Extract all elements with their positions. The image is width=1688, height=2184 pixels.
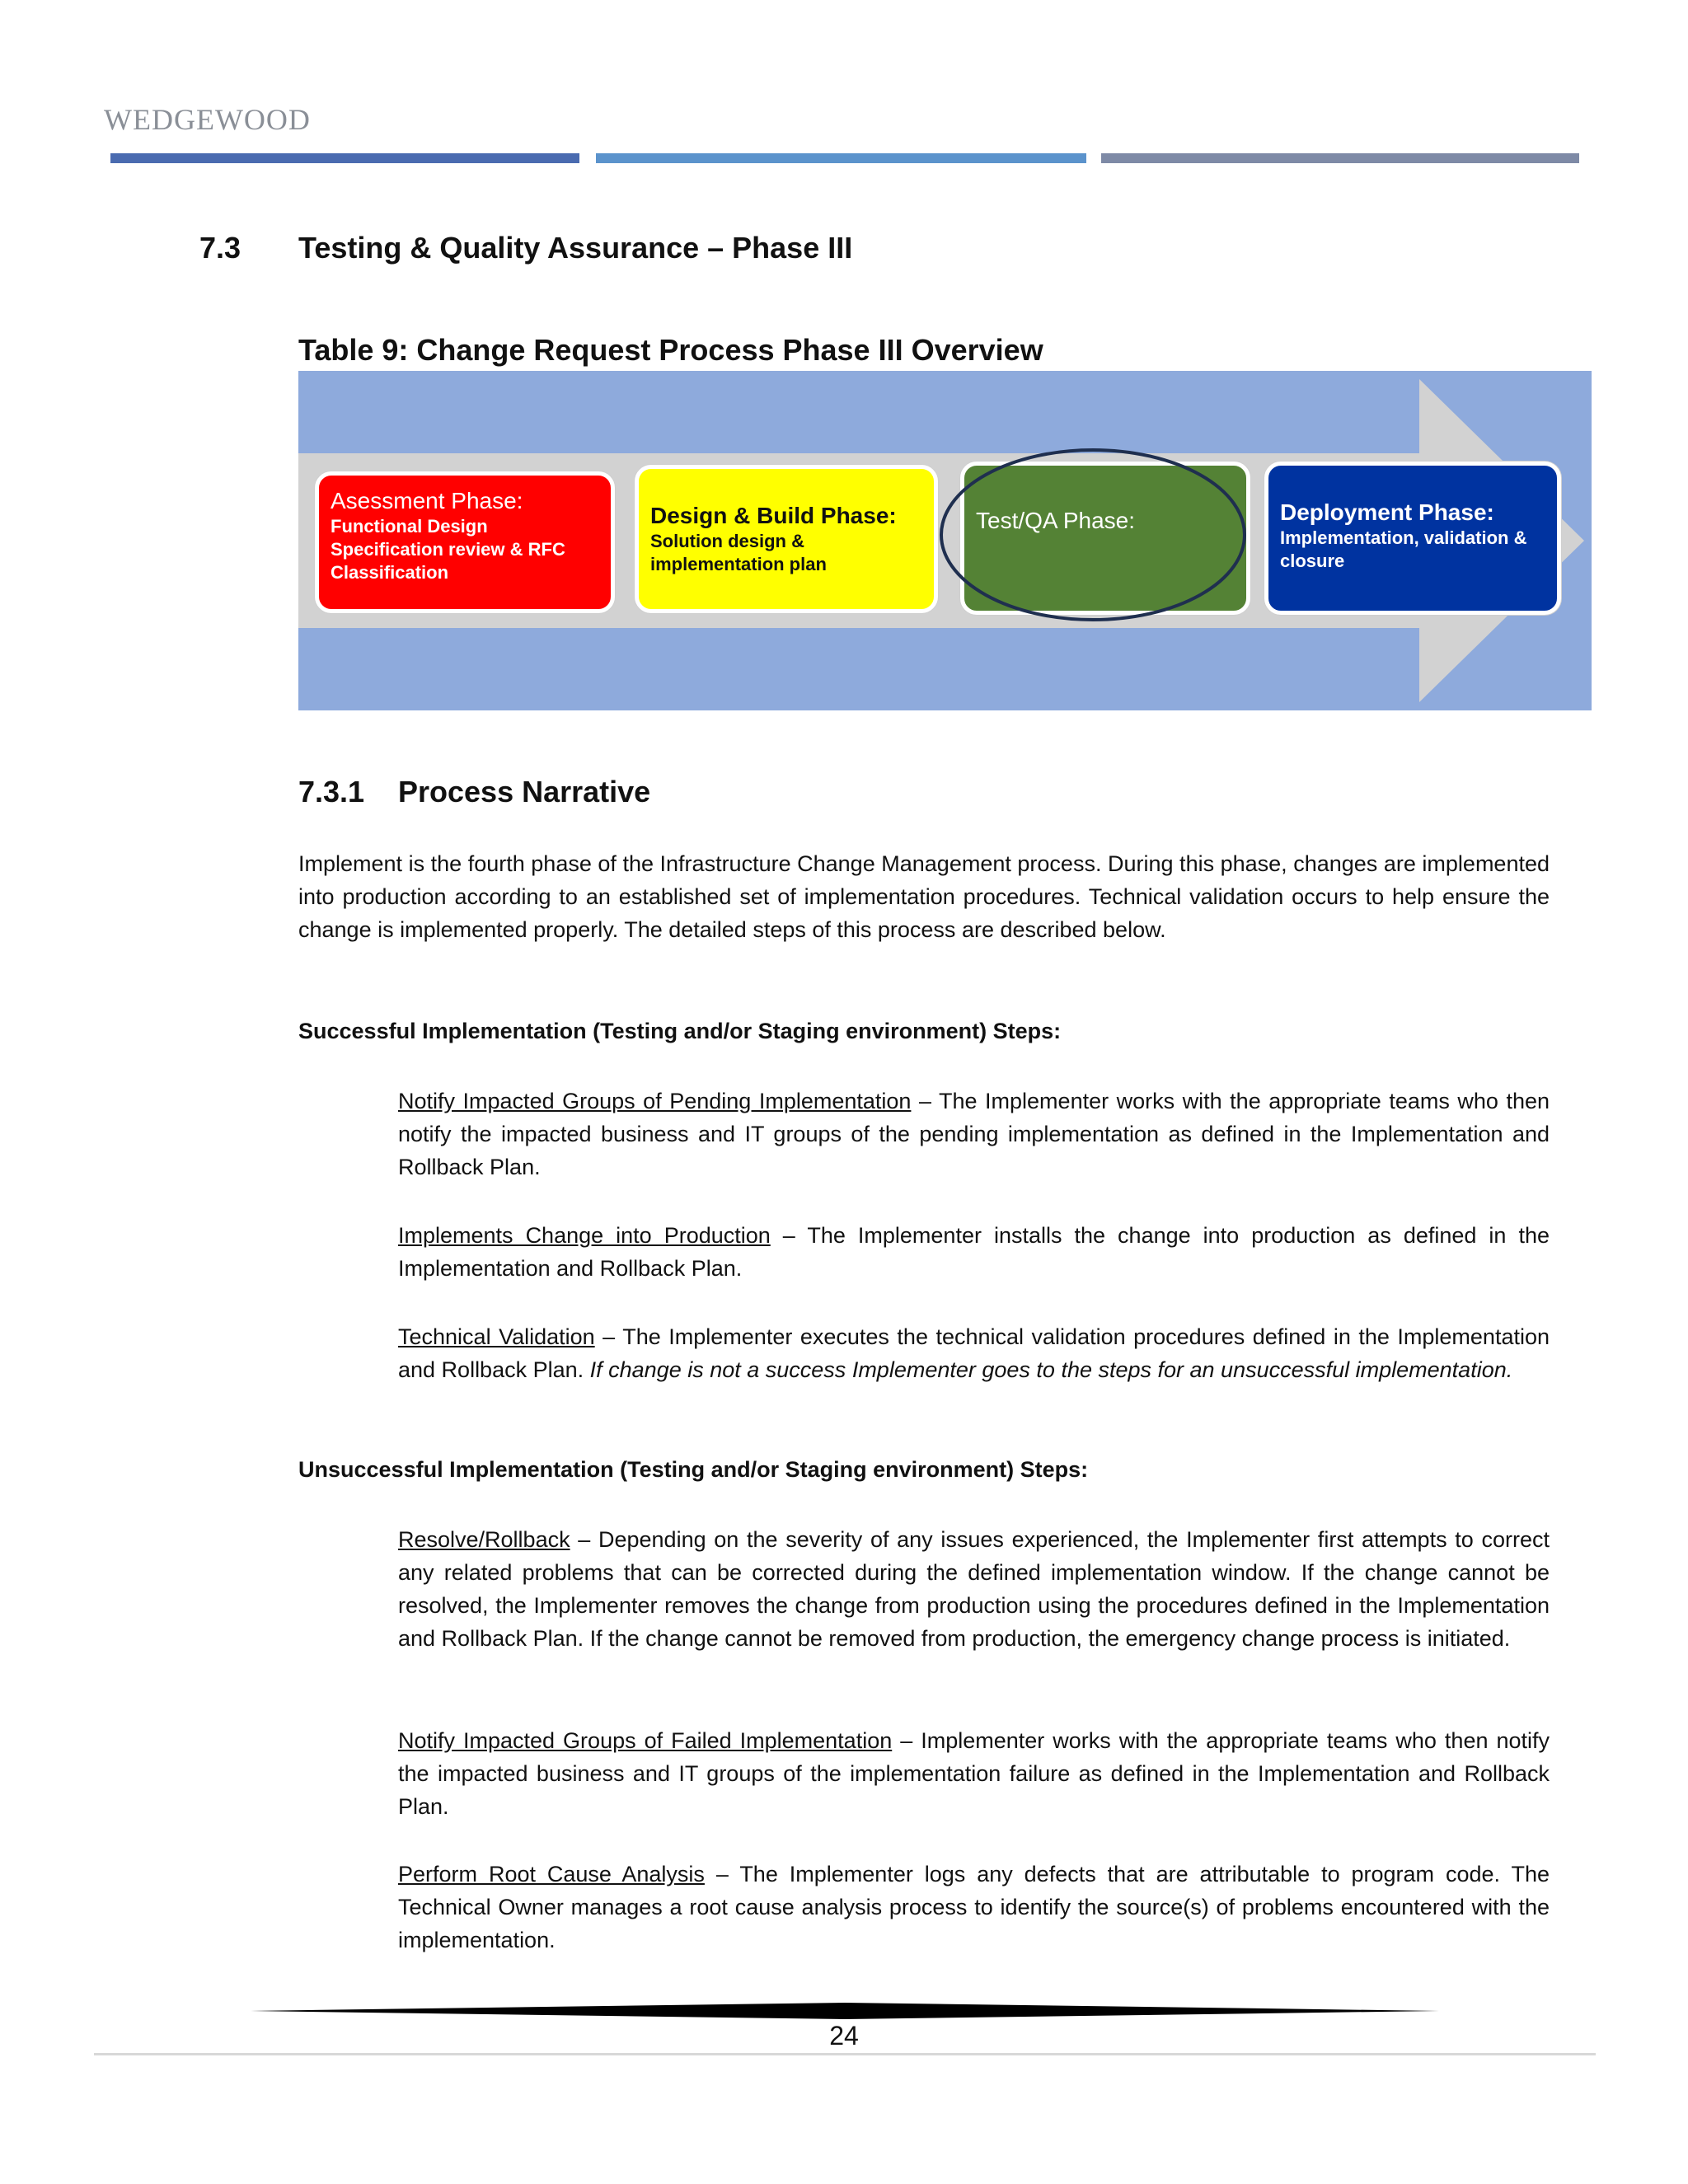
header-bar-2 xyxy=(596,153,1086,163)
phase-detail: Implementation, validation & closure xyxy=(1280,527,1527,571)
step-label: Notify Impacted Groups of Failed Implementation xyxy=(398,1728,893,1753)
phase-card-assessment xyxy=(315,471,615,613)
unsuccessful-steps-heading: Unsuccessful Implementation (Testing and/or Staging environment) Steps: xyxy=(298,1457,1089,1482)
table-title: Table 9: Change Request Process Phase III Overview xyxy=(298,333,1043,367)
wedgewood-logo xyxy=(104,102,318,137)
phase-title: Design & Build Phase: xyxy=(650,503,897,528)
step-implement-change xyxy=(398,1219,1550,1285)
step-text: – Implementer works with the appropriate teams who then notify the impacted business and IT groups of the implementation failure as defined in the Implementation and Rollback Plan. xyxy=(398,1728,1550,1819)
successful-steps-heading: Successful Implementation (Testing and/or Staging environment) Steps: xyxy=(298,1019,1062,1043)
step-label: Implements Change into Production xyxy=(398,1223,771,1248)
step-root-cause xyxy=(398,1858,1550,1957)
footer-rule xyxy=(94,2053,1596,2055)
page-number: 24 xyxy=(829,2021,859,2050)
intro-paragraph: Implement is the fourth phase of the Infrastructure Change Management process. During this phase, changes are implemented into production according to an established set of implementation procedures. Technical validation occurs to help ensure the change is implemented properly. The detailed steps of this process are described below. xyxy=(298,851,1550,942)
step-text: – The Implementer executes the technical validation procedures defined in the Implementation and Rollback Plan. xyxy=(398,1324,1550,1382)
step-resolve-rollback xyxy=(398,1523,1550,1655)
phase-title: Deployment Phase: xyxy=(1280,499,1494,525)
footer-divider xyxy=(251,2001,1439,2021)
phase-detail: Solution design & implementation plan xyxy=(650,531,827,574)
section-title: Testing & Quality Assurance – Phase III xyxy=(298,231,853,265)
phase-card-test-qa xyxy=(960,462,1250,615)
logo-text: WEDGEWOOD xyxy=(104,103,311,136)
step-text: – Depending on the severity of any issues experienced, the Implementer first attempts to correct any related problems that can be corrected during the defined implementation window. If the change cannot be resolved, the Implementer removes the change from production using the procedures defined in the Implementation and Rollback Plan. If the change cannot be removed from production, the emergency change process is initiated. xyxy=(398,1527,1550,1651)
header-bar-3 xyxy=(1101,153,1579,163)
step-italic-note: If change is not a success Implementer goes to the steps for an unsuccessful implementation. xyxy=(589,1357,1513,1382)
subsection-number: 7.3.1 xyxy=(298,775,365,808)
header-bar-1 xyxy=(110,153,579,163)
step-notify-failed xyxy=(398,1724,1550,1823)
subsection-title: Process Narrative xyxy=(398,775,651,808)
phase-diagram xyxy=(298,371,1592,710)
step-text: – The Implementer installs the change into production as defined in the Implementation and Rollback Plan. xyxy=(398,1223,1550,1281)
step-label: Resolve/Rollback xyxy=(398,1527,570,1552)
section-number: 7.3 xyxy=(199,231,241,265)
phase-card-design-build xyxy=(635,465,938,613)
phase-card-deployment xyxy=(1264,462,1561,615)
phase-detail: Functional Design Specification review & RFC Classification xyxy=(331,516,565,583)
step-technical-validation xyxy=(398,1320,1550,1386)
phase-title: Test/QA Phase: xyxy=(976,508,1135,533)
step-notify-pending xyxy=(398,1085,1550,1183)
phase-title: Asessment Phase: xyxy=(331,488,523,513)
step-text: – The Implementer works with the appropriate teams who then notify the impacted business and IT groups of the pending implementation as defined in the Implementation and Rollback Plan. xyxy=(398,1089,1550,1179)
step-label: Perform Root Cause Analysis xyxy=(398,1862,705,1886)
step-label: Technical Validation xyxy=(398,1324,595,1349)
step-text: – The Implementer logs any defects that are attributable to program code. The Technical Owner manages a root cause analysis process to identify the source(s) of problems encountered with the implementation. xyxy=(398,1862,1550,1952)
step-label: Notify Impacted Groups of Pending Implementation xyxy=(398,1089,912,1113)
